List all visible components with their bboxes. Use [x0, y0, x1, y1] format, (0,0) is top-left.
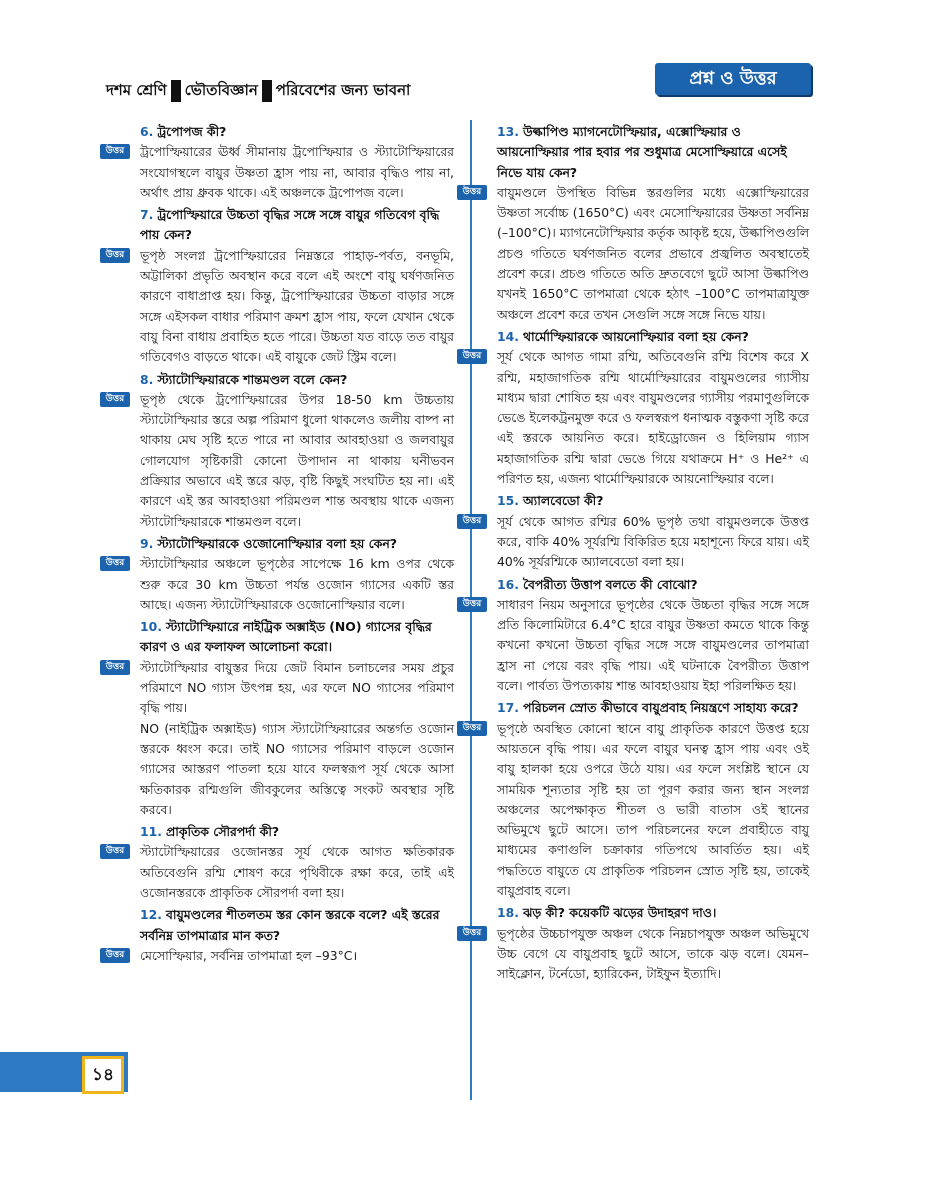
question [497, 903, 809, 923]
answer-text: স্ট্যাটোস্ফিয়ার বায়ুস্তর দিয়ে জেট বিমান চলাচলের সময় প্রচুর পরিমাণে NO গ্যাস উৎপন্ন হয়, এর ফলে NO গ্যাসের পরিমাণ বৃদ্ধি পায়। [140, 659, 454, 716]
question-text: স্ট্যাটোস্ফিয়ারকে ওজোনোস্ফিয়ার বলা হয় কেন? [157, 535, 397, 551]
question [497, 122, 809, 183]
section-badge: প্রশ্ন ও উত্তর [655, 63, 811, 95]
answer-text: বায়ুমণ্ডলে উপস্থিত বিভিন্ন স্তরগুলির মধ্যে এক্সোস্ফিয়ারের উষ্ণতা সর্বোচ্চ (1650°C) এবং মেসোস্ফিয়ারের উষ্ণতা সর্বনিম্ন (–100°C)। ম্যাগনেটোস্ফিয়ার কর্তৃক আকৃষ্ট হয়ে, উল্কাপিণ্ডগুলি প্রচণ্ড গতিতে ঘর্ষণজনিত বলের প্রভাবে প্রজ্বলিত অবস্থাতেই প্রবেশ করে। প্রচণ্ড গতিতে অতি দ্রুতবেগে ছুটে আসা উল্কাপিণ্ড যখনই 1650°C তাপমাত্রা থেকে হঠাৎ –100°C তাপমাত্রাযুক্ত অঞ্চলে প্রবেশ করে তখন সেগুলি সঙ্গে সঙ্গে নিভে যায়। [497, 184, 809, 322]
running-header [102, 79, 414, 104]
qa-item [462, 327, 809, 489]
question-number: 14. [497, 328, 519, 344]
question-text: ঝড় কী? কয়েকটি ঝড়ের উদাহরণ দাও। [522, 905, 717, 921]
answer-tag: উত্তর [100, 844, 130, 859]
question-text: বৈপরীত্য উত্তাপ বলতে কী বোঝো? [522, 576, 698, 592]
question-text: উল্কাপিণ্ড ম্যাগনেটোস্ফিয়ার, এক্সোস্ফিয়ার ও আয়নোস্ফিয়ার পার হবার পর শুধুমাত্র মেসোস্ফিয়ারে এসেই নিভে যায় কেন? [497, 124, 787, 180]
answer [105, 142, 454, 203]
answer-tag: উত্তর [457, 349, 487, 364]
question [140, 122, 454, 142]
answer [105, 658, 454, 820]
answer-text: সূর্য থেকে আগত গামা রশ্মি, অতিবেগুনি রশ্মি বিশেষ করে X রশ্মি, মহাজাগতিক রশ্মি থার্মোস্ফিয়ারের বায়ুমণ্ডলের গ্যাসীয় মাধ্যম দ্বারা শোষিত হয় এবং বায়ুমণ্ডলের গ্যাসীয় পরমাণুগুলিকে ভেঙে ইলেকট্রনমুক্ত করে ও ফলস্বরূপ ধনাত্মক বস্তুকণা সৃষ্টি করে এই স্তরকে আয়নিত করে। হাইড্রোজেন ও হিলিয়াম গ্যাস মহাজাগতিক রশ্মি দ্বারা ভেঙে গিয়ে যথাক্রমে H⁺ ও He²⁺ এ পরিণত হয়, এজন্য থার্মোস্ফিয়ারকে আয়নোস্ফিয়ার বলে। [497, 349, 809, 487]
question [497, 491, 809, 511]
question-number: 16. [497, 576, 519, 592]
answer-tag: উত্তর [457, 597, 487, 612]
question-text: ট্রপোপজ কী? [157, 124, 227, 139]
header-separator [171, 80, 181, 102]
question-number: 9. [140, 535, 154, 551]
answer-tag: উত্তর [457, 926, 487, 941]
answer [462, 512, 809, 573]
answer [105, 842, 454, 903]
answer-tag: উত্তর [100, 248, 130, 263]
answer-text: সূর্য থেকে আগত রশ্মির 60% ভূপৃষ্ঠ তথা বায়ুমণ্ডলকে উত্তপ্ত করে, বাকি 40% সূর্যরশ্মি বিকিরিত হয়ে মহাশূন্যে ফিরে যায়। এই 40% সূর্যরশ্মিকে অ্যালবেডো বলা হয়। [497, 513, 809, 570]
answer-text: ভূপৃষ্ঠ থেকে ট্রপোস্ফিয়ারের উপর 18-50 km উচ্চতায় স্ট্যাটোস্ফিয়ার স্তরে অল্প পরিমাণ ধুলো থাকলেও জলীয় বাষ্প না থাকায় মেঘ সৃষ্টি হতে পারে না আবার আবহাওয়া ও জলবায়ুর গোলযোগ সৃষ্টিকারী কোনো উপাদান না থাকায় ঘনীভবন প্রক্রিয়ার অভাবে এই স্তরে ঝড়, বৃষ্টি কিছুই সংঘটিত হয় না। এই কারণে এই স্তর আবহাওয়া পরিমণ্ডল শান্ত অবস্থায় থাকে এজন্য স্ট্যাটোস্ফিয়ারকে শান্তমণ্ডল বলে। [140, 391, 454, 529]
answer-text: সাধারণ নিয়ম অনুসারে ভূপৃষ্ঠের থেকে উচ্চতা বৃদ্ধির সঙ্গে সঙ্গে প্রতি কিলোমিটারে 6.4°C হারে বায়ুর উষ্ণতা কমতে থাকে কিন্তু কখনো কখনো উচ্চতা বৃদ্ধির সঙ্গে সঙ্গে বায়ুমণ্ডলের তাপমাত্রা হ্রাস না পেয়ে বরং বৃদ্ধি পায়। এই ঘটনাকে বৈপরীত্য উত্তাপ বলে। পার্বত্য উপত্যকায় শান্ত আবহাওয়ায় ইহা পরিলক্ষিত হয়। [497, 596, 809, 694]
qa-item [462, 491, 809, 572]
answer [462, 924, 809, 985]
question-number: 7. [140, 207, 154, 223]
question [497, 698, 809, 718]
question-text: প্রাকৃতিক সৌরপর্দা কী? [165, 824, 280, 840]
qa-item [105, 905, 454, 966]
question-text: অ্যালবেডো কী? [522, 493, 604, 509]
question-text: স্ট্যাটোস্ফিয়ারে নাইট্রিক অক্সাইড (NO) গ্যাসের বৃদ্ধির কারণ ও এর ফলাফল আলোচনা করো। [140, 619, 432, 655]
answer-tag: উত্তর [100, 948, 130, 963]
question-number: 8. [140, 371, 154, 387]
qa-item [105, 205, 454, 367]
answer-text: স্ট্যাটোস্ফিয়ারের ওজোনস্তর সূর্য থেকে আগত ক্ষতিকারক অতিবেগুনি রশ্মি শোষণ করে পৃথিবীকে রক্ষা করে, তাই এই ওজোনস্তরকে প্রাকৃতিক সৌরপর্দা বলা হয়। [140, 844, 454, 900]
answer [105, 246, 454, 368]
question-number: 18. [497, 905, 519, 921]
header-class: দশম শ্রেণি [106, 81, 167, 99]
answer-text: ভূপৃষ্ঠ সংলগ্ন ট্রপোস্ফিয়ারের নিম্নস্তরে পাহাড়-পর্বত, বনভূমি, অট্টালিকা প্রভৃতি অবস্থান করে বলে এই অংশে বায়ু ঘর্ষণজনিত কারণে বাধাপ্রাপ্ত হয়। কিন্তু, ট্রপোস্ফিয়ারের উচ্চতা বাড়ার সঙ্গে সঙ্গে এইসকল বাধার পরিমাণ ক্রমশ হ্রাস পায়, ফলে যেখান থেকে বায়ু বিনা বাধায় প্রবাহিত হতে পারে। উচ্চতা যত বাড়ে তত বায়ুর গতিবেগও বাড়তে থাকে। এই বায়ুকে জেট স্ট্রিম বলে। [140, 247, 454, 365]
question [140, 822, 454, 842]
question-number: 6. [140, 124, 154, 139]
right-column [462, 122, 809, 986]
answer [462, 183, 809, 325]
question-text: থার্মোস্ফিয়ারকে আয়নোস্ফিয়ার বলা হয় কেন? [522, 328, 749, 344]
answer [105, 554, 454, 615]
question-text: পরিচলন স্রোত কীভাবে বায়ুপ্রবাহ নিয়ন্ত্রণে সাহায্য করে? [522, 700, 799, 716]
qa-item [105, 617, 454, 820]
question [140, 534, 454, 554]
answer-text: ট্রপোস্ফিয়ারের ঊর্ধ্ব সীমানায় ট্রপোস্ফিয়ার ও স্ট্যাটোস্ফিয়ারের সংযোগস্থলে বায়ুর উষ্ণতা হ্রাস পায় না, আবার বৃদ্ধিও পায় না, অর্থাৎ প্রায় ধ্রুবক থাকে। এই অঞ্চলকে ট্রপোপজ বলে। [140, 144, 454, 200]
answer [105, 946, 454, 966]
qa-item [105, 122, 454, 203]
question [497, 327, 809, 347]
answer-tag: উত্তর [457, 721, 487, 736]
question-text: বায়ুমণ্ডলের শীতলতম স্তর কোন স্তরকে বলে? এই স্তরের সর্বনিম্ন তাপমাত্রার মান কত? [140, 907, 440, 943]
header-subject: ভৌতবিজ্ঞান [184, 81, 258, 99]
question-text: স্ট্যাটোস্ফিয়ারকে শান্তমণ্ডল বলে কেন? [157, 371, 348, 387]
answer-text: ভূপৃষ্ঠে অবস্থিত কোনো স্থানে বায়ু প্রাকৃতিক কারণে উত্তপ্ত হয়ে আয়তনে বৃদ্ধি পায়। এর ফলে বায়ুর ঘনত্ব হ্রাস পায় এবং ওই বায়ু হালকা হয়ে ওপরে উঠে যায়। এর ফলে সংশ্লিষ্ট স্থানে যে সাময়িক শূন্যতার সৃষ্টি হয় তা পূরণ করার জন্য স্থান সংলগ্ন অঞ্চলের অপেক্ষাকৃত শীতল ও ভারী বাতাস ওই স্থানের অভিমুখে ছুটে আসে। তাপ পরিচলনের ফলে প্রবাহীতে বায়ু মাধ্যমের কণাগুলি চক্রাকার গতিপথে আবর্তিত হয়। এই পদ্ধতিতে বায়ুতে যে প্রাকৃতিক পরিচলন স্রোত সৃষ্টি হয়, তাকেই বায়ুপ্রবাহ বলে। [497, 720, 809, 898]
qa-item [105, 370, 454, 532]
question [497, 575, 809, 595]
answer-text: মেসোস্ফিয়ার, সর্বনিম্ন তাপমাত্রা হল –93°C। [140, 947, 358, 963]
answer-tag: উত্তর [457, 514, 487, 529]
page-number: ১৪ [82, 1056, 124, 1094]
answer [462, 719, 809, 902]
qa-item [462, 903, 809, 984]
answer-tag: উত্তর [100, 660, 130, 675]
answer-text: স্ট্যাটোস্ফিয়ার অঞ্চলে ভূপৃষ্ঠের সাপেক্ষে 16 km ওপর থেকে শুরু করে 30 km উচ্চতা পর্যন্ত ওজোন গ্যাসের একটি স্তর আছে। এজন্য স্ট্যাটোস্ফিয়ারকে ওজোনোস্ফিয়ার বলে। [140, 556, 454, 612]
left-column [105, 122, 454, 968]
question-number: 12. [140, 907, 162, 923]
answer-tag: উত্তর [457, 185, 487, 200]
answer-tag: উত্তর [100, 392, 130, 407]
header-chapter: পরিবেশের জন্য ভাবনা [275, 81, 411, 99]
answer-tag: উত্তর [100, 556, 130, 571]
answer-text-continued: NO (নাইট্রিক অক্সাইড) গ্যাস স্ট্যাটোস্ফিয়ারের অন্তর্গত ওজোন স্তরকে ধ্বংস করে। তাই NO গ্যাসের পরিমাণ বাড়লে ওজোন গ্যাসের আস্তরণ পাতলা হয়ে যাবে ফলস্বরূপ সূর্য থেকে আসা ক্ষতিকারক রশ্মিগুলি জীবকুলের অস্তিত্বে সংকট অবস্থার সৃষ্টি করবে। [140, 720, 454, 817]
question-number: 10. [140, 619, 162, 635]
answer [462, 595, 809, 696]
question-text: ট্রপোস্ফিয়ারে উচ্চতা বৃদ্ধির সঙ্গে সঙ্গে বায়ুর গতিবেগ বৃদ্ধি পায় কেন? [140, 207, 440, 243]
qa-item [462, 122, 809, 325]
header-separator [262, 80, 272, 102]
answer [462, 347, 809, 489]
question [140, 205, 454, 246]
qa-item [105, 534, 454, 615]
qa-item [462, 698, 809, 901]
answer [105, 390, 454, 532]
question [140, 617, 454, 658]
question-number: 15. [497, 493, 519, 509]
question [140, 905, 454, 946]
qa-item [105, 822, 454, 903]
question-number: 11. [140, 824, 162, 840]
question-number: 13. [497, 124, 519, 139]
qa-item [462, 575, 809, 697]
question [140, 370, 454, 390]
question-number: 17. [497, 700, 519, 716]
answer-text: ভূপৃষ্ঠের উচ্চচাপযুক্ত অঞ্চল থেকে নিম্নচাপযুক্ত অঞ্চল অভিমুখে উচ্চ বেগে যে বায়ুপ্রবাহ ছুটে আসে, তাকে ঝড় বলে। যেমন– সাইক্লোন, টর্নেডো, হ্যারিকেন, টাইফুন ইত্যাদি। [497, 925, 809, 982]
answer-tag: উত্তর [100, 144, 130, 159]
